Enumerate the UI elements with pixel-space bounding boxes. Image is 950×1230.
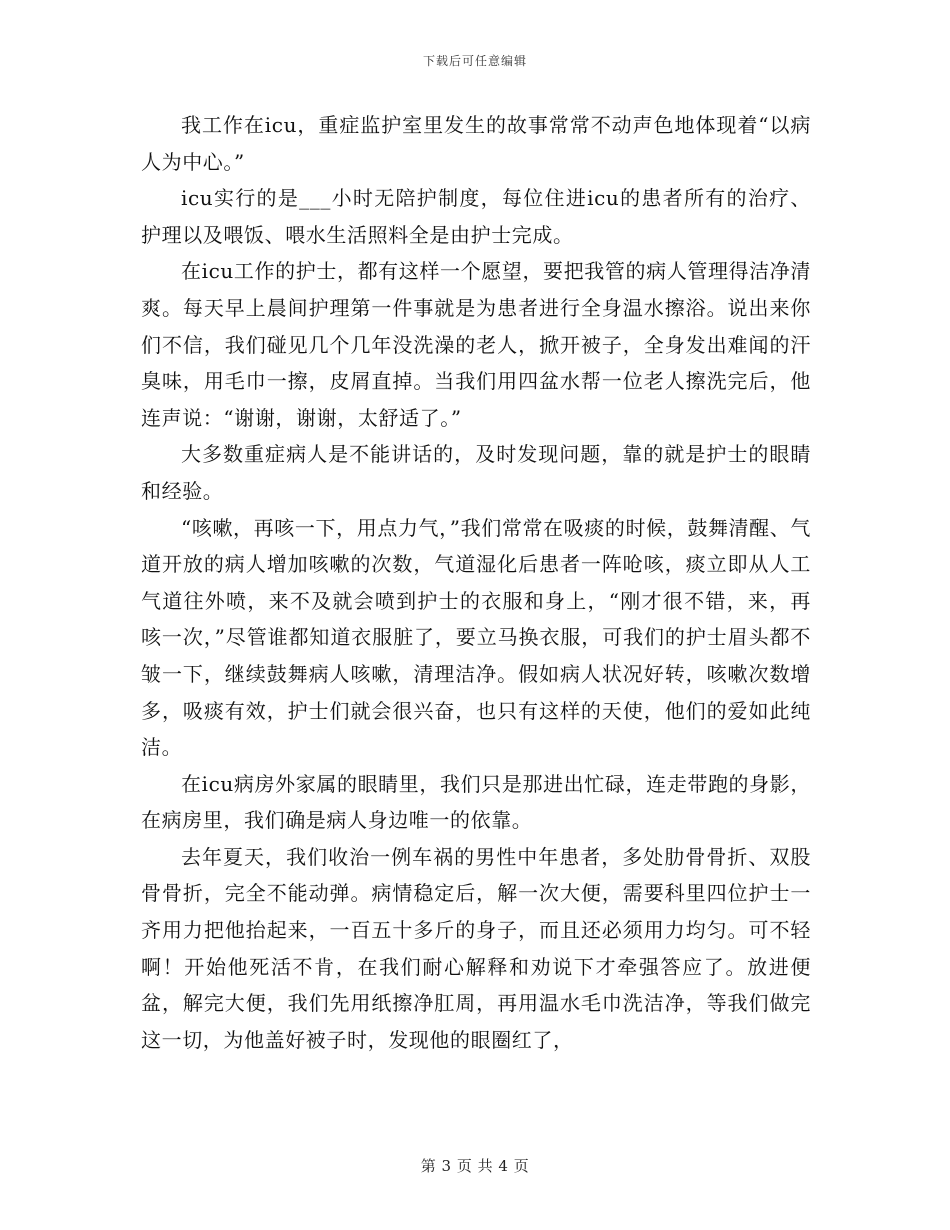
paragraph: 在icu工作的护士，都有这样一个愿望，要把我管的病人管理得洁净清爽。每天早上晨间护理第一件事就是为患者进行全身温水擦浴。说出来你们不信，我们碰见几个几年没洗澡的老人，掀开被子，全身发出难闻的汗臭味，用毛巾一擦，皮屑直掉。当我们用四盆水帮一位老人擦洗完后，他连声说：“谢谢，谢谢，太舒适了。” xyxy=(141,259,811,430)
paragraph: 在icu病房外家属的眼睛里，我们只是那进出忙碌，连走带跑的身影，在病房里，我们确是病人身边唯一的依靠。 xyxy=(141,771,811,833)
paragraph: icu实行的是___小时无陪护制度，每位住进icu的患者所有的治疗、护理以及喂饭、喂水生活照料全是由护士完成。 xyxy=(141,186,811,247)
page-number-footer: 第 3 页 共 4 页 xyxy=(420,1157,530,1175)
paragraph: 大多数重症病人是不能讲话的，及时发现问题，靠的就是护士的眼睛和经验。 xyxy=(141,442,811,503)
document-body xyxy=(141,107,811,1058)
paragraph: 去年夏天，我们收治一例车祸的男性中年患者，多处肋骨骨折、双股骨骨折，完全不能动弹。病情稳定后，解一次大便，需要科里四位护士一齐用力把他抬起来，一百五十多斤的身子，而且还必须用力均匀。可不轻啊！开始他死活不肯，在我们耐心解释和劝说下才牵强答应了。放进便盆，解完大便，我们先用纸擦净肛周，再用温水毛巾洗洁净，等我们做完这一切，为他盖好被子时，发现他的眼圈红了， xyxy=(141,844,811,1052)
paragraph: 我工作在icu，重症监护室里发生的故事常常不动声色地体现着“以病人为中心。” xyxy=(141,113,811,174)
paragraph: “咳嗽，再咳一下，用点力气，”我们常常在吸痰的时候，鼓舞清醒、气道开放的病人增加咳嗽的次数，气道湿化后患者一阵呛咳，痰立即从人工气道往外喷，来不及就会喷到护士的衣服和身上，“刚才很不错，来，再咳一次，”尽管谁都知道衣服脏了，要立马换衣服，可我们的护士眉头都不皱一下，继续鼓舞病人咳嗽，清理洁净。假如病人状况好转，咳嗽次数增多，吸痰有效，护士们就会很兴奋，也只有这样的天使，他们的爱如此纯洁。 xyxy=(141,515,811,760)
page-header: 下载后可任意编辑 xyxy=(422,54,527,68)
